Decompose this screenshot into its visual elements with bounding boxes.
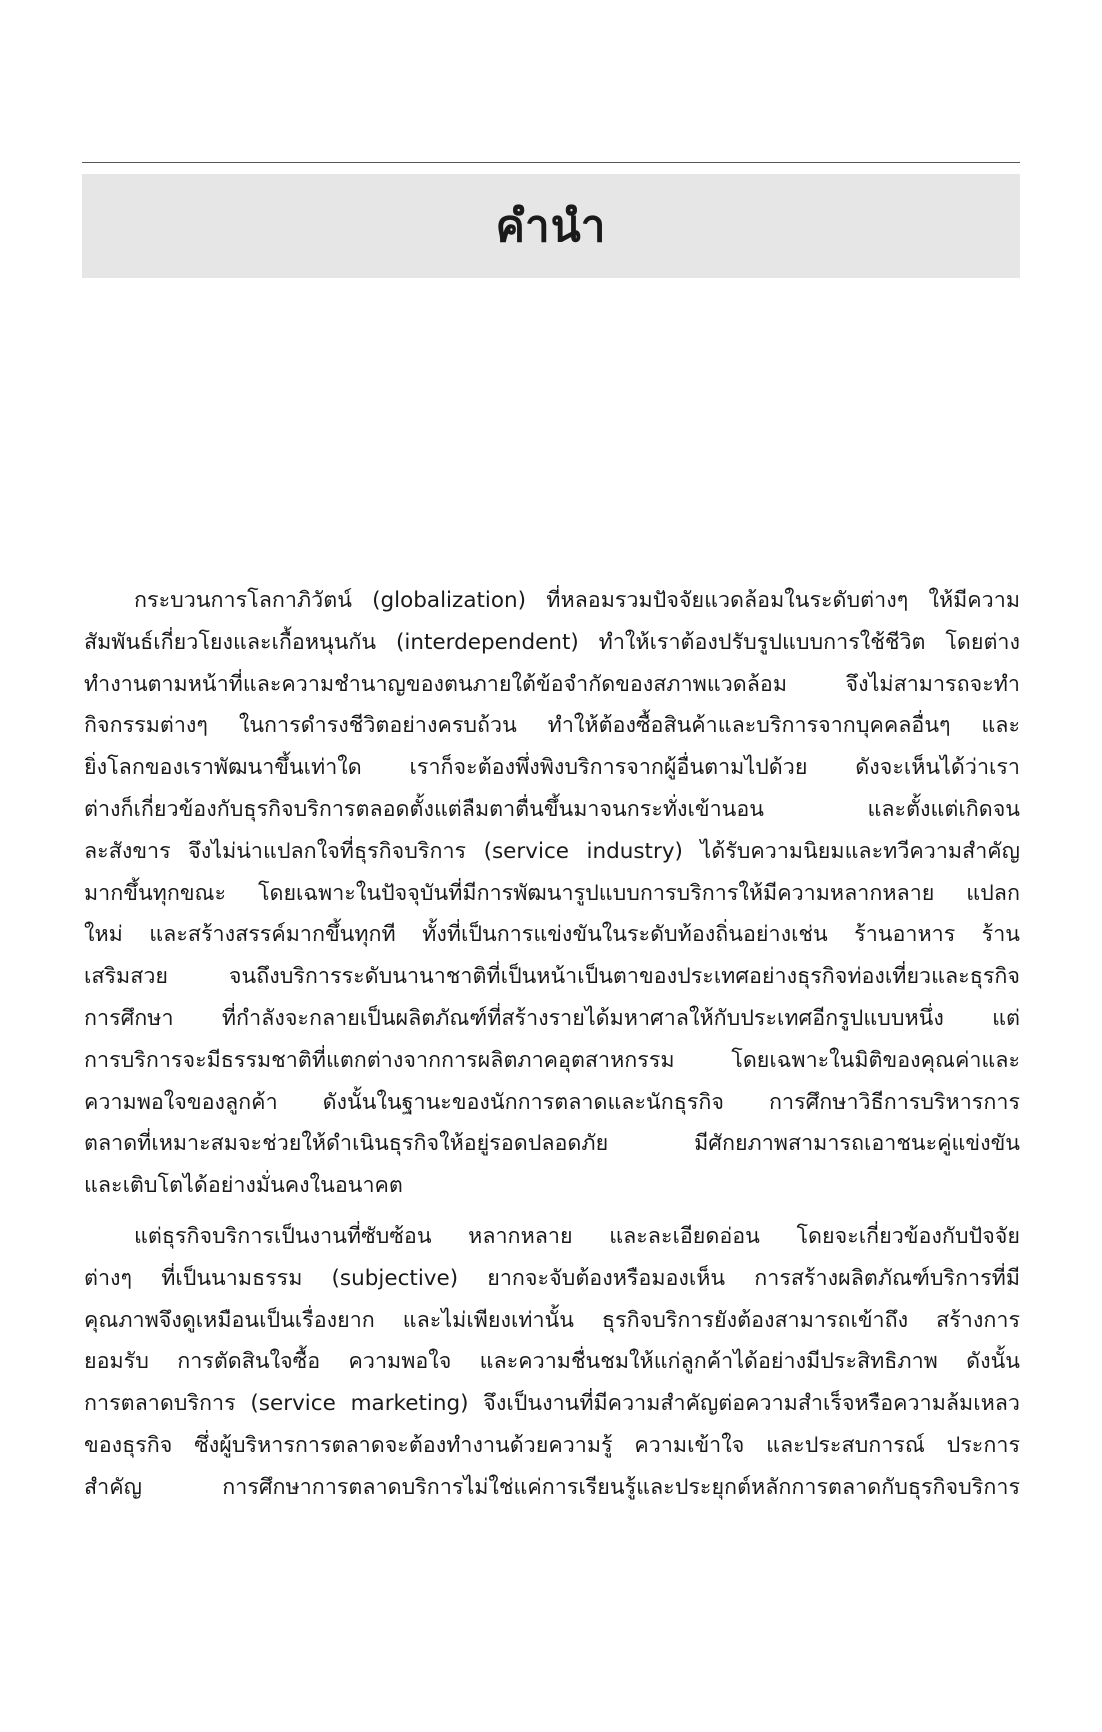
paragraph-line: กระบวนการโลกาภิวัตน์ (globalization) ที่หลอมรวมปัจจัยแวดล้อมในระดับต่างๆ ให้มีความ xyxy=(134,588,1020,613)
paragraph-line: สัมพันธ์เกี่ยวโยงและเกื้อหนุนกัน (interdependent) ทำให้เราต้องปรับรูปแบบการใช้ชีวิต โดยต่าง xyxy=(84,629,1020,655)
paragraph-line: คุณภาพจึงดูเหมือนเป็นเรื่องยาก และไม่เพียงเท่านั้น ธุรกิจบริการยังต้องสามารถเข้าถึง สร้างการ xyxy=(84,1307,1020,1333)
paragraph-line: ตลาดที่เหมาะสมจะช่วยให้ดำเนินธุรกิจให้อยู่รอดปลอดภัย มีศักยภาพสามารถเอาชนะคู่แข่งขัน xyxy=(84,1131,1020,1157)
paragraph-1 xyxy=(84,580,1020,1207)
paragraph-line: ต่างก็เกี่ยวข้องกับธุรกิจบริการตลอดตั้งแต่ลืมตาตื่นขึ้นมาจนกระทั่งเข้านอน และตั้งแต่เกิดจน xyxy=(84,796,1020,822)
paragraph-line: แต่ธุรกิจบริการเป็นงานที่ซับซ้อน หลากหลาย และละเอียดอ่อน โดยจะเกี่ยวข้องกับปัจจัย xyxy=(134,1223,1020,1249)
paragraph-line: เสริมสวย จนถึงบริการระดับนานาชาติที่เป็นหน้าเป็นตาของประเทศอย่างธุรกิจท่องเที่ยวและธุรกิจ xyxy=(84,964,1020,990)
header-rule xyxy=(82,162,1020,163)
paragraph-2 xyxy=(84,1216,1020,1509)
paragraph-line: กิจกรรมต่างๆ ในการดำรงชีวิตอย่างครบถ้วน ทำให้ต้องซื้อสินค้าและบริการจากบุคคลอื่นๆ และ xyxy=(84,713,1020,739)
body-text xyxy=(84,580,1020,1509)
paragraph-line: ยอมรับ การตัดสินใจซื้อ ความพอใจ และความชื่นชมให้แก่ลูกค้าได้อย่างมีประสิทธิภาพ ดังนั้น xyxy=(84,1349,1020,1375)
paragraph-line: และเติบโตได้อย่างมั่นคงในอนาคต xyxy=(84,1173,403,1199)
paragraph-line: การบริการจะมีธรรมชาติที่แตกต่างจากการผลิตภาคอุตสาหกรรม โดยเฉพาะในมิติของคุณค่าและ xyxy=(84,1047,1020,1073)
paragraph-line: ทำงานตามหน้าที่และความชำนาญของตนภายใต้ข้อจำกัดของสภาพแวดล้อม จึงไม่สามารถจะทำ xyxy=(84,671,1020,697)
paragraph-line: การตลาดบริการ (service marketing) จึงเป็นงานที่มีความสำคัญต่อความสำเร็จหรือความล้มเหลว xyxy=(84,1391,1020,1417)
paragraph-line: ต่างๆ ที่เป็นนามธรรม (subjective) ยากจะจับต้องหรือมองเห็น การสร้างผลิตภัณฑ์บริการที่มี xyxy=(84,1265,1020,1291)
title-band xyxy=(82,174,1020,278)
paragraph-line: ละสังขาร จึงไม่น่าแปลกใจที่ธุรกิจบริการ (service industry) ได้รับความนิยมและทวีความสำคัญ xyxy=(84,838,1020,864)
paragraph-line: มากขึ้นทุกขณะ โดยเฉพาะในปัจจุบันที่มีการพัฒนารูปแบบการบริการให้มีความหลากหลาย แปลก xyxy=(84,880,1020,906)
paragraph-line: ยิ่งโลกของเราพัฒนาขึ้นเท่าใด เราก็จะต้องพึ่งพิงบริการจากผู้อื่นตามไปด้วย ดังจะเห็นได้ว่าเรา xyxy=(84,755,1020,781)
paragraph-line: ใหม่ และสร้างสรรค์มากขึ้นทุกที ทั้งที่เป็นการแข่งขันในระดับท้องถิ่นอย่างเช่น ร้านอาหาร ร้าน xyxy=(84,922,1020,948)
paragraph-line: ของธุรกิจ ซึ่งผู้บริหารการตลาดจะต้องทำงานด้วยความรู้ ความเข้าใจ และประสบการณ์ ประการ xyxy=(84,1432,1020,1458)
paragraph-line: ความพอใจของลูกค้า ดังนั้นในฐานะของนักการตลาดและนักธุรกิจ การศึกษาวิธีการบริหารการ xyxy=(84,1089,1020,1115)
paragraph-line: สำคัญ การศึกษาการตลาดบริการไม่ใช่แค่การเรียนรู้และประยุกต์หลักการตลาดกับธุรกิจบริการ xyxy=(84,1474,1020,1500)
paragraph-line: การศึกษา ที่กำลังจะกลายเป็นผลิตภัณฑ์ที่สร้างรายได้มหาศาลให้กับประเทศอีกรูปแบบหนึ่ง แต่ xyxy=(84,1005,1020,1031)
page-title: คำนำ xyxy=(495,201,607,252)
